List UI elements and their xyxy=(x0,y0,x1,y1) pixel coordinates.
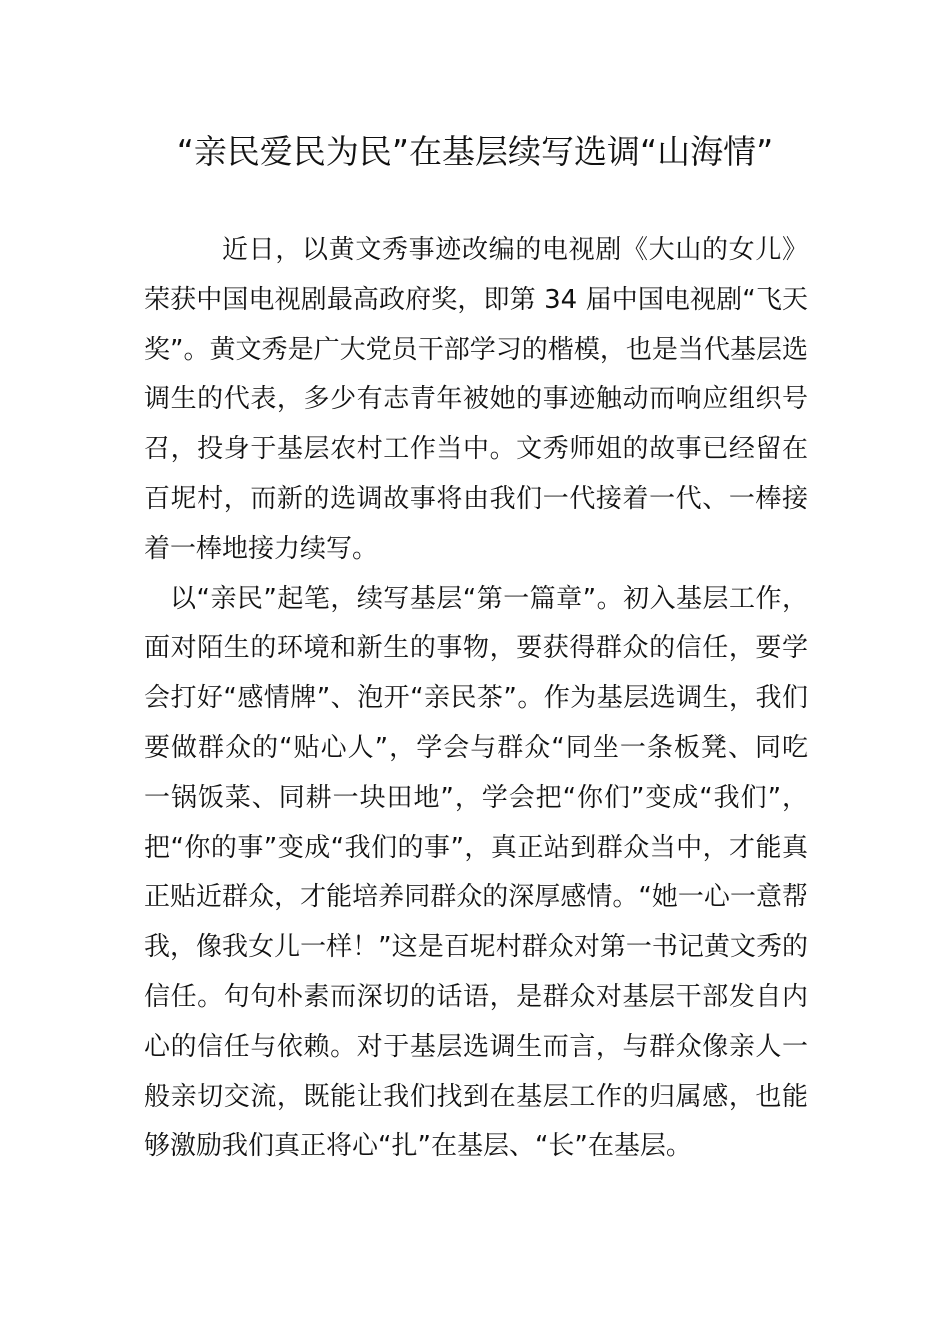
paragraph: 以“亲民”起笔，续写基层“第一篇章”。初入基层工作，面对陌生的环境和新生的事物，要获得群众的信任，要学会打好“感情牌”、泡开“亲民茶”。作为基层选调生，我们要做群众的“贴心人”，学会与群众“同坐一条板凳、同吃一锅饭菜、同耕一块田地”，学会把“你们”变成“我们”，把“你的事”变成“我们的事”，真正站到群众当中，才能真正贴近群众，才能培养同群众的深厚感情。“她一心一意帮我，像我女儿一样！”这是百坭村群众对第一书记黄文秀的信任。句句朴素而深切的话语，是群众对基层干部发自内心的信任与依赖。对于基层选调生而言，与群众像亲人一般亲切交流，既能让我们找到在基层工作的归属感，也能够激励我们真正将心“扎”在基层、“长”在基层。 xyxy=(144,583,808,1162)
paragraph: 近日，以黄文秀事迹改编的电视剧《大山的女儿》荣获中国电视剧最高政府奖，即第 34 届中国电视剧“飞天奖”。黄文秀是广大党员干部学习的楷模，也是当代基层选调生的代表，多少有志青年被她的事迹触动而响应组织号召，投身于基层农村工作当中。文秀师姐的故事已经留在百坭村，而新的选调故事将由我们一代接着一代、一棒接着一棒地接力续写。 xyxy=(144,235,808,564)
document-title: “亲民爱民为民”在基层续写选调“山海情” xyxy=(176,132,774,171)
document-body xyxy=(144,226,808,1172)
